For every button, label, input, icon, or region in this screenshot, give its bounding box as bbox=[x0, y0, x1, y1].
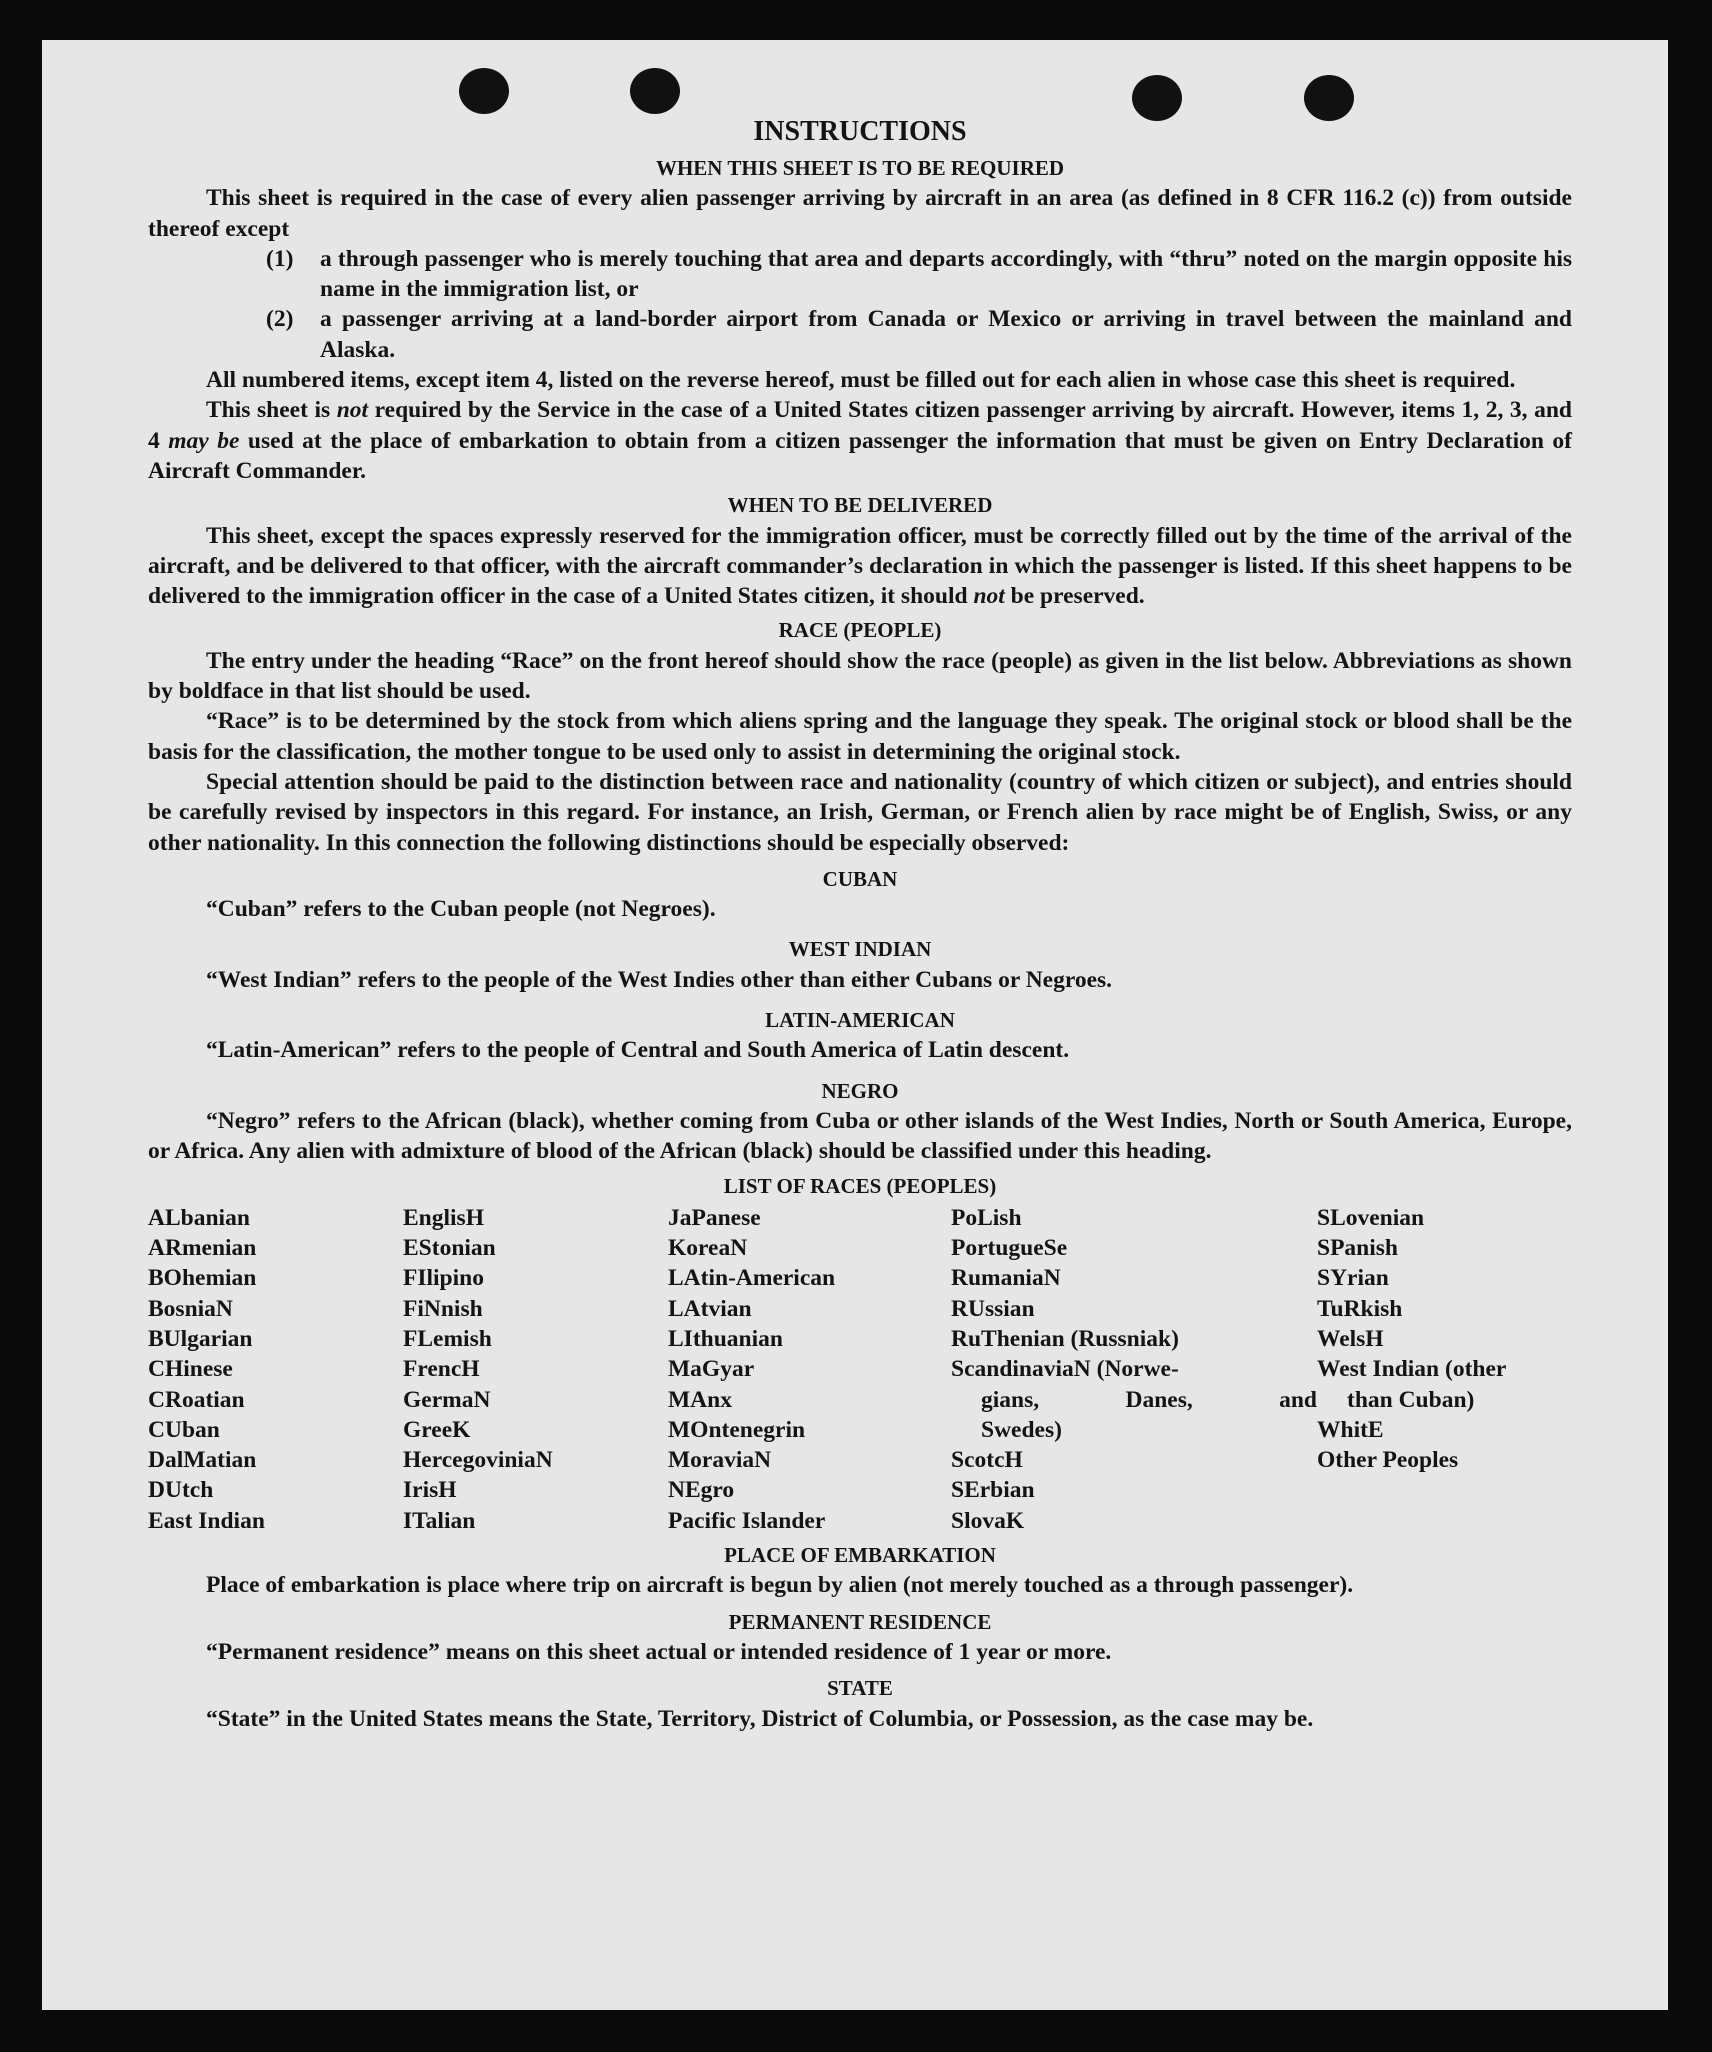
list-item: ITalian bbox=[403, 1507, 476, 1534]
punch-hole bbox=[459, 68, 509, 114]
list-item: MOntenegrin bbox=[668, 1416, 806, 1443]
list-item: IrisH bbox=[403, 1477, 457, 1504]
page-title: INSTRUCTIONS bbox=[753, 116, 967, 147]
list-item: LAtvian bbox=[668, 1295, 752, 1322]
list-item: CHinese bbox=[148, 1356, 233, 1383]
list-item: EnglisH bbox=[403, 1204, 484, 1231]
section-heading: LATIN-AMERICAN bbox=[765, 1008, 955, 1033]
list-item: RuThenian (Russniak) bbox=[951, 1325, 1179, 1352]
list-item: RUssian bbox=[951, 1295, 1035, 1322]
list-item: DUtch bbox=[148, 1477, 214, 1504]
paragraph: This sheet is required in the case of every alien passenger arriving by aircraft in an area (as defined in 8 CFR 116.2 (c)) from outside thereof except bbox=[148, 185, 1572, 242]
list-item: FrencH bbox=[403, 1356, 480, 1383]
races-column bbox=[403, 1203, 668, 1536]
list-item: MaGyar bbox=[668, 1356, 755, 1383]
list-item: GreeK bbox=[403, 1416, 471, 1443]
paragraph: “Latin-American” refers to the people of Central and South America of Latin descent. bbox=[206, 1037, 1070, 1064]
section-heading: STATE bbox=[827, 1676, 893, 1701]
list-item: East Indian bbox=[148, 1507, 265, 1534]
instructions-content bbox=[148, 115, 1572, 1734]
paragraph: This sheet, except the spaces expressly reserved for the immigration officer, must be correctly filled out by the time of the arrival of the aircraft, and be delivered to that officer, with the aircraft commander’s declaration in which the passenger is listed. If this sheet happens to be delivered to the immigration officer in the case of a United States citizen, it should not be preserved. bbox=[148, 522, 1572, 610]
list-item: CRoatian bbox=[148, 1386, 245, 1413]
section-heading: PERMANENT RESIDENCE bbox=[728, 1609, 992, 1634]
list-item: SlovaK bbox=[951, 1507, 1025, 1534]
section-heading: NEGRO bbox=[821, 1078, 899, 1103]
section-heading: WHEN THIS SHEET IS TO BE REQUIRED bbox=[655, 156, 1065, 180]
paragraph: “Cuban” refers to the Cuban people (not Negroes). bbox=[206, 896, 716, 923]
list-item: DalMatian bbox=[148, 1447, 257, 1474]
list-item: ScandinaviaN (Norwe- bbox=[951, 1356, 1179, 1383]
list-item: FIlipino bbox=[403, 1265, 484, 1292]
list-item: BosniaN bbox=[148, 1295, 233, 1322]
list-item: Swedes) bbox=[981, 1416, 1062, 1443]
list-item: ALbanian bbox=[148, 1204, 250, 1231]
document-page bbox=[42, 40, 1668, 2010]
section-heading: WEST INDIAN bbox=[788, 937, 932, 962]
races-column bbox=[148, 1203, 403, 1536]
races-column bbox=[1317, 1203, 1572, 1536]
section-heading: WHEN TO BE DELIVERED bbox=[727, 493, 993, 518]
list-item: SPanish bbox=[1317, 1235, 1398, 1262]
races-list bbox=[148, 1203, 1572, 1536]
list-item: ARmenian bbox=[148, 1235, 257, 1262]
list-item: West Indian (other bbox=[1317, 1356, 1507, 1383]
paragraph: Special attention should be paid to the distinction between race and nationality (country of which citizen or subject), and entries should be carefully revised by inspectors in this regard. For instance, an Irish, German, or French alien by race might be of English, Swiss, or any other nationality. In this connection the following distinctions should be especially observed: bbox=[148, 768, 1572, 856]
list-item: FiNnish bbox=[403, 1295, 483, 1322]
exception-item: (2) a passenger arriving at a land-border airport from Canada or Mexico or arriving in travel between the mainland and Alaska. bbox=[266, 306, 1572, 363]
section-heading: CUBAN bbox=[822, 866, 898, 891]
list-item: SYrian bbox=[1317, 1265, 1389, 1292]
punch-hole bbox=[630, 68, 680, 114]
exception-item: (1) a through passenger who is merely touching that area and departs accordingly, with “thru” noted on the margin opposite his name in the immigration list, or bbox=[266, 245, 1572, 303]
list-item: KoreaN bbox=[668, 1235, 748, 1262]
list-item: than Cuban) bbox=[1347, 1386, 1475, 1413]
list-item: RumaniaN bbox=[951, 1265, 1061, 1292]
paragraph: “State” in the United States means the State, Territory, District of Columbia, or Possession, as the case may be. bbox=[206, 1705, 1314, 1732]
paragraph: Place of embarkation is place where trip on aircraft is begun by alien (not merely touched as a through passenger). bbox=[206, 1572, 1354, 1599]
paragraph: “Race” is to be determined by the stock from which aliens spring and the language they speak. The original stock or blood shall be the basis for the classification, the mother tongue to be used only to assist in determining the original stock. bbox=[148, 708, 1572, 765]
list-item: GermaN bbox=[403, 1386, 491, 1413]
list-item: PoLish bbox=[951, 1204, 1022, 1231]
list-item: WelsH bbox=[1317, 1325, 1384, 1352]
list-item: LIthuanian bbox=[668, 1325, 783, 1352]
list-item: TuRkish bbox=[1317, 1295, 1403, 1322]
section-heading: LIST OF RACES (PEOPLES) bbox=[723, 1173, 997, 1198]
list-item: NEgro bbox=[668, 1477, 735, 1504]
list-item: CUban bbox=[148, 1416, 220, 1443]
list-item: BOhemian bbox=[148, 1265, 257, 1292]
list-item: LAtin-American bbox=[668, 1265, 836, 1292]
paragraph: “Negro” refers to the African (black), whether coming from Cuba or other islands of the West Indies, North or South America, Europe, or Africa. Any alien with admixture of blood of the African (black) should be classified under this heading. bbox=[148, 1107, 1572, 1165]
section-heading: PLACE OF EMBARKATION bbox=[724, 1543, 996, 1568]
section-heading: RACE (PEOPLE) bbox=[778, 618, 942, 643]
list-item: SLovenian bbox=[1317, 1204, 1425, 1231]
list-item: EStonian bbox=[403, 1235, 496, 1262]
list-item: Pacific Islander bbox=[668, 1507, 826, 1534]
list-item: MAnx bbox=[668, 1386, 732, 1413]
list-item: ScotcH bbox=[951, 1447, 1023, 1474]
list-item: gians, Danes, and bbox=[981, 1386, 1317, 1413]
paragraph: “Permanent residence” means on this sheet actual or intended residence of 1 year or more. bbox=[206, 1638, 1112, 1665]
list-item: FLemish bbox=[403, 1325, 492, 1352]
list-item: JaPanese bbox=[668, 1204, 761, 1231]
list-item: SErbian bbox=[951, 1477, 1035, 1504]
list-item: WhitE bbox=[1317, 1416, 1384, 1443]
paragraph: The entry under the heading “Race” on the front hereof should show the race (people) as given in the list below. Abbreviations as shown by boldface in that list should be used. bbox=[148, 647, 1572, 705]
paragraph: All numbered items, except item 4, listed on the reverse hereof, must be filled out for each alien in whose case this sheet is required. bbox=[206, 367, 1516, 394]
list-item: MoraviaN bbox=[668, 1447, 772, 1474]
list-item: BUlgarian bbox=[148, 1325, 253, 1352]
list-item: Other Peoples bbox=[1317, 1447, 1459, 1474]
list-item: HercegoviniaN bbox=[403, 1447, 553, 1474]
paragraph: “West Indian” refers to the people of the West Indies other than either Cubans or Negroes. bbox=[206, 966, 1113, 993]
paragraph: This sheet is not required by the Service in the case of a United States citizen passenger arriving by aircraft. However, items 1, 2, 3, and 4 may be used at the place of embarkation to obtain from a citizen passenger the information that must be given on Entry Declaration of Aircraft Commander. bbox=[148, 397, 1573, 484]
races-column bbox=[668, 1203, 951, 1536]
list-item: PortugueSe bbox=[951, 1235, 1068, 1262]
races-column bbox=[951, 1203, 1317, 1536]
